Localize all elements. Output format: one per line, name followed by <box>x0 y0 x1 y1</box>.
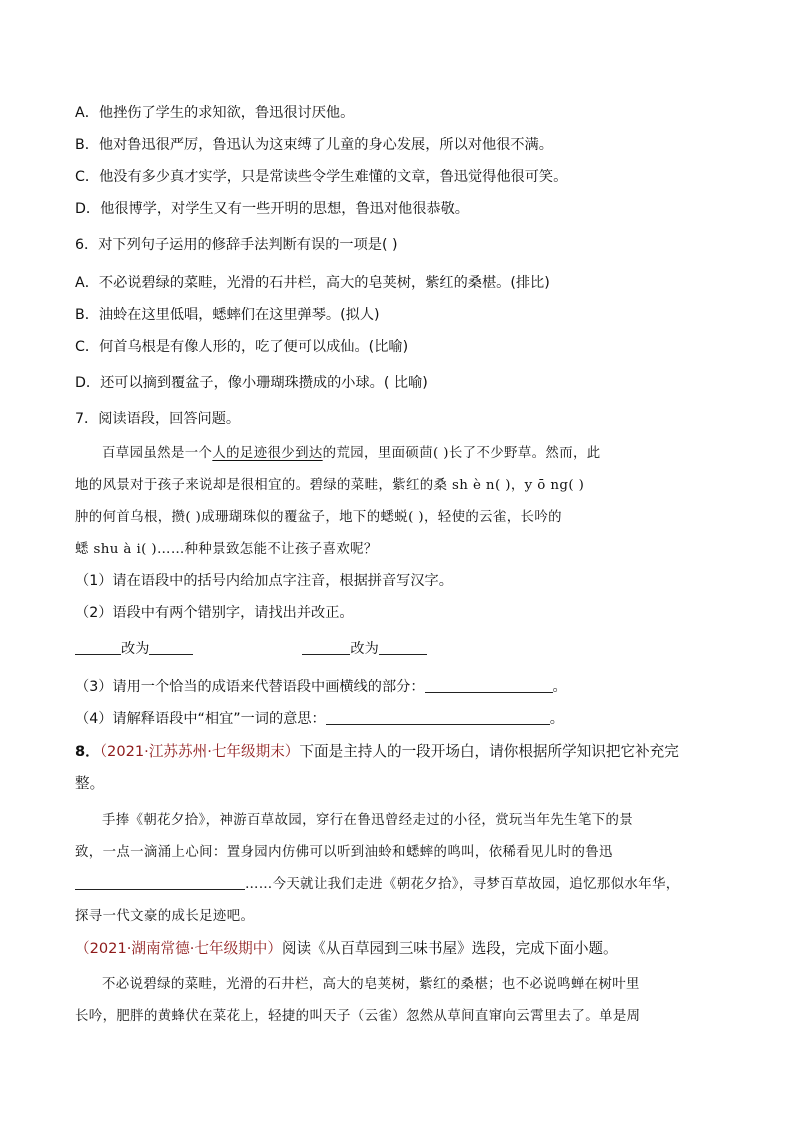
answer-blank[interactable] <box>75 875 245 890</box>
q5-option-a: A．他挫伤了学生的求知欲，鲁迅很讨厌他。 <box>75 105 355 121</box>
q7-passage-line-1 <box>102 442 601 461</box>
q7-stem: 7．阅读语段，回答问题。 <box>75 411 241 427</box>
q7-sub-question-4 <box>75 708 564 728</box>
q7-sub-question-2: （2）语段中有两个错别字，请找出并改正。 <box>75 605 354 621</box>
q8-passage-line-3 <box>75 873 680 892</box>
q5-option-b: B．他对鲁迅很严厉，鲁迅认为这束缚了儿童的身心发展，所以对他很不满。 <box>75 137 553 153</box>
change-label: 改为 <box>121 641 150 657</box>
q9-source: （2021·湖南常德·七年级期中） <box>75 940 282 957</box>
q5-option-c: C．他没有多少真才实学，只是常读些令学生难懂的文章，鲁迅觉得他很可笑。 <box>75 169 568 185</box>
q7-underlined-phrase: 人的足迹很少到达 <box>212 446 323 461</box>
q7-sub-question-3 <box>75 676 567 696</box>
q7-passage-line-4: 蟋 shu à i( )……种种景致怎能不让孩子喜欢呢？ <box>75 542 378 557</box>
q7-passage-line-3: 肿的何首乌根，攒( )成珊瑚珠似的覆盆子，地下的蟋蜕( )，轻使的云雀，长吟的 <box>75 510 562 525</box>
q8-passage-text: ……今天就让我们走进《朝花夕拾》，寻梦百草故园，追忆那似水年华， <box>245 877 680 892</box>
q7-sub-question-1: （1）请在语段中的括号内给加点字注音，根据拼音写汉字。 <box>75 573 453 589</box>
answer-blank[interactable] <box>149 640 193 655</box>
q7-sub3-end: 。 <box>552 679 567 695</box>
q9-stem-text: 阅读《从百草园到三味书屋》选段，完成下面小题。 <box>281 940 618 957</box>
q5-option-d: D．他很博学，对学生又有一些开明的思想，鲁迅对他很恭敬。 <box>75 201 469 217</box>
q8-stem: 下面是主持人的一段开场白，请你根据所学知识把它补充完 <box>299 743 679 760</box>
answer-blank[interactable] <box>302 640 350 655</box>
q8-source: （2021·江苏苏州·七年级期末） <box>99 743 300 760</box>
answer-blank[interactable] <box>379 640 427 655</box>
q8-passage-line-1: 手捧《朝花夕拾》，神游百草故园，穿行在鲁迅曾经走过的小径，赏玩当年先生笔下的景 <box>102 813 634 828</box>
q6-option-d: D．还可以摘到覆盆子，像小珊瑚珠攒成的小球。( 比喻) <box>75 375 428 391</box>
q6-option-b: B．油蛉在这里低唱，蟋蟀们在这里弹琴。(拟人) <box>75 307 380 323</box>
q7-sub4-end: 。 <box>549 711 564 727</box>
answer-blank[interactable] <box>75 640 121 655</box>
change-label: 改为 <box>350 641 379 657</box>
answer-blank[interactable] <box>425 678 553 693</box>
q9-passage-line-2: 长吟，肥胖的黄蜂伏在菜花上，轻捷的叫天子（云雀）忽然从草间直窜向云霄里去了。单是周 <box>75 1009 641 1024</box>
q9-stem <box>75 937 618 958</box>
q8-number: 8． <box>75 743 100 760</box>
q9-passage-line-1: 不必说碧绿的菜畦，光滑的石井栏，高大的皂荚树，紫红的桑椹；也不必说鸣蝉在树叶里 <box>102 977 640 992</box>
q7-passage-text: 的荒园，里面硕茴( )长了不少野草。然而，此 <box>322 446 601 461</box>
q7-correction-row <box>75 638 427 658</box>
q7-sub4-text: （4）请解释语段中“相宜”一词的意思： <box>75 711 326 727</box>
q6-option-a: A．不必说碧绿的菜畦，光滑的石井栏，高大的皂荚树，紫红的桑椹。(排比) <box>75 275 550 291</box>
q8-stem-line-1 <box>75 740 679 761</box>
answer-blank[interactable] <box>326 710 550 725</box>
q6-option-c: C．何首乌根是有像人形的，吃了便可以成仙。(比喻) <box>75 339 409 355</box>
q8-stem-line-2: 整。 <box>75 775 105 792</box>
q7-passage-line-2: 地的风景对于孩子来说却是很相宜的。碧绿的菜畦，紫红的桑 sh è n( )，y ō ng( ) <box>75 478 585 493</box>
q6-stem: 6．对下列句子运用的修辞手法判断有误的一项是( ) <box>75 237 398 253</box>
q7-passage-text: 百草园虽然是一个 <box>102 446 213 461</box>
q8-passage-line-4: 探寻一代文豪的成长足迹吧。 <box>75 909 255 924</box>
q8-passage-line-2: 致，一点一滴涌上心间：置身园内仿佛可以听到油蛉和蟋蟀的鸣叫，依稀看见儿时的鲁迅 <box>75 845 613 860</box>
q7-sub3-text: （3）请用一个恰当的成语来代替语段中画横线的部分： <box>75 679 425 695</box>
